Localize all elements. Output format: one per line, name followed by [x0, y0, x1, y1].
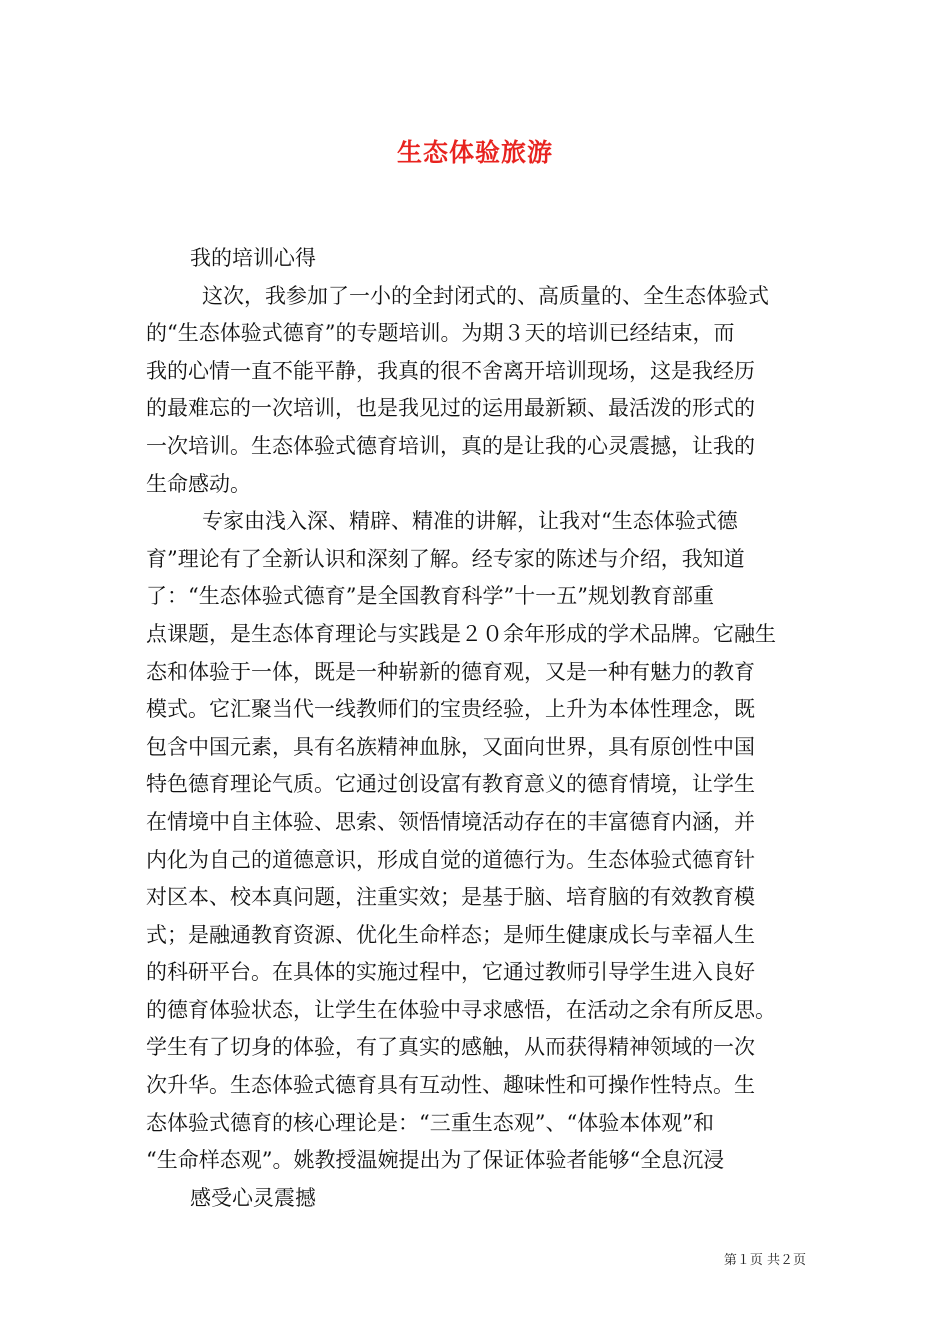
- body-line: “生命样态观”。姚教授温婉提出为了保证体验者能够“全息沉浸: [146, 1148, 725, 1173]
- document-title: 生态体验旅游: [396, 138, 553, 167]
- body-line: 学生有了切身的体验，有了真实的感触，从而获得精神领域的一次: [146, 1035, 755, 1060]
- body-line: 育”理论有了全新认识和深刻了解。经专家的陈述与介绍，我知道: [146, 546, 745, 571]
- body-line: 包含中国元素，具有名族精神血脉，又面向世界，具有原创性中国: [146, 734, 755, 759]
- body-line: 内化为自己的道德意识，形成自觉的道德行为。生态体验式德育针: [146, 847, 755, 872]
- body-line: 点课题，是生态体育理论与实践是２０余年形成的学术品牌。它融生: [146, 621, 776, 646]
- body-line: 我的心情一直不能平静，我真的很不舍离开培训现场，这是我经历: [146, 358, 755, 383]
- body-line: 感受心灵震撼: [190, 1185, 316, 1210]
- body-line: 生命感动。: [146, 471, 251, 496]
- body-line: 对区本、校本真问题，注重实效；是基于脑、培育脑的有效教育模: [146, 885, 755, 910]
- body-line: 一次培训。生态体验式德育培训，真的是让我的心灵震撼，让我的: [146, 433, 755, 458]
- body-line: 我的培训心得: [190, 246, 316, 270]
- page-footer: 第１页 共２页: [723, 1253, 806, 1268]
- body-line: 的德育体验状态，让学生在体验中寻求感悟，在活动之余有所反思。: [146, 997, 776, 1022]
- body-line: 在情境中自主体验、思索、领悟情境活动存在的丰富德育内涵，并: [146, 809, 755, 834]
- body-line: 态和体验于一体，既是一种崭新的德育观，又是一种有魅力的教育: [146, 659, 755, 684]
- body-line: 式；是融通教育资源、优化生命样态；是师生健康成长与幸福人生: [146, 922, 755, 947]
- body-line: 专家由浅入深、精辟、精准的讲解，让我对“生态体验式德: [202, 509, 738, 534]
- body-line: 这次，我参加了一小的全封闭式的、高质量的、全生态体验式: [202, 283, 769, 308]
- body-line: 特色德育理论气质。它通过创设富有教育意义的德育情境，让学生: [146, 772, 755, 797]
- body-line: 态体验式德育的核心理论是：“三重生态观”、“体验本体观”和: [146, 1110, 714, 1135]
- body-line: 了：“生态体验式德育”是全国教育科学”十一五”规划教育部重: [146, 584, 714, 609]
- body-line: 模式。它汇聚当代一线教师们的宝贵经验，上升为本体性理念，既: [146, 697, 755, 722]
- body-line: 次升华。生态体验式德育具有互动性、趣味性和可操作性特点。生: [146, 1073, 755, 1098]
- body-line: 的“生态体验式德育”的专题培训。为期３天的培训已经结束，而: [146, 321, 735, 346]
- body-line: 的科研平台。在具体的实施过程中，它通过教师引导学生进入良好: [146, 960, 755, 985]
- document-body: [146, 240, 810, 1217]
- body-line: 的最难忘的一次培训，也是我见过的运用最新颖、最活泼的形式的: [146, 396, 755, 421]
